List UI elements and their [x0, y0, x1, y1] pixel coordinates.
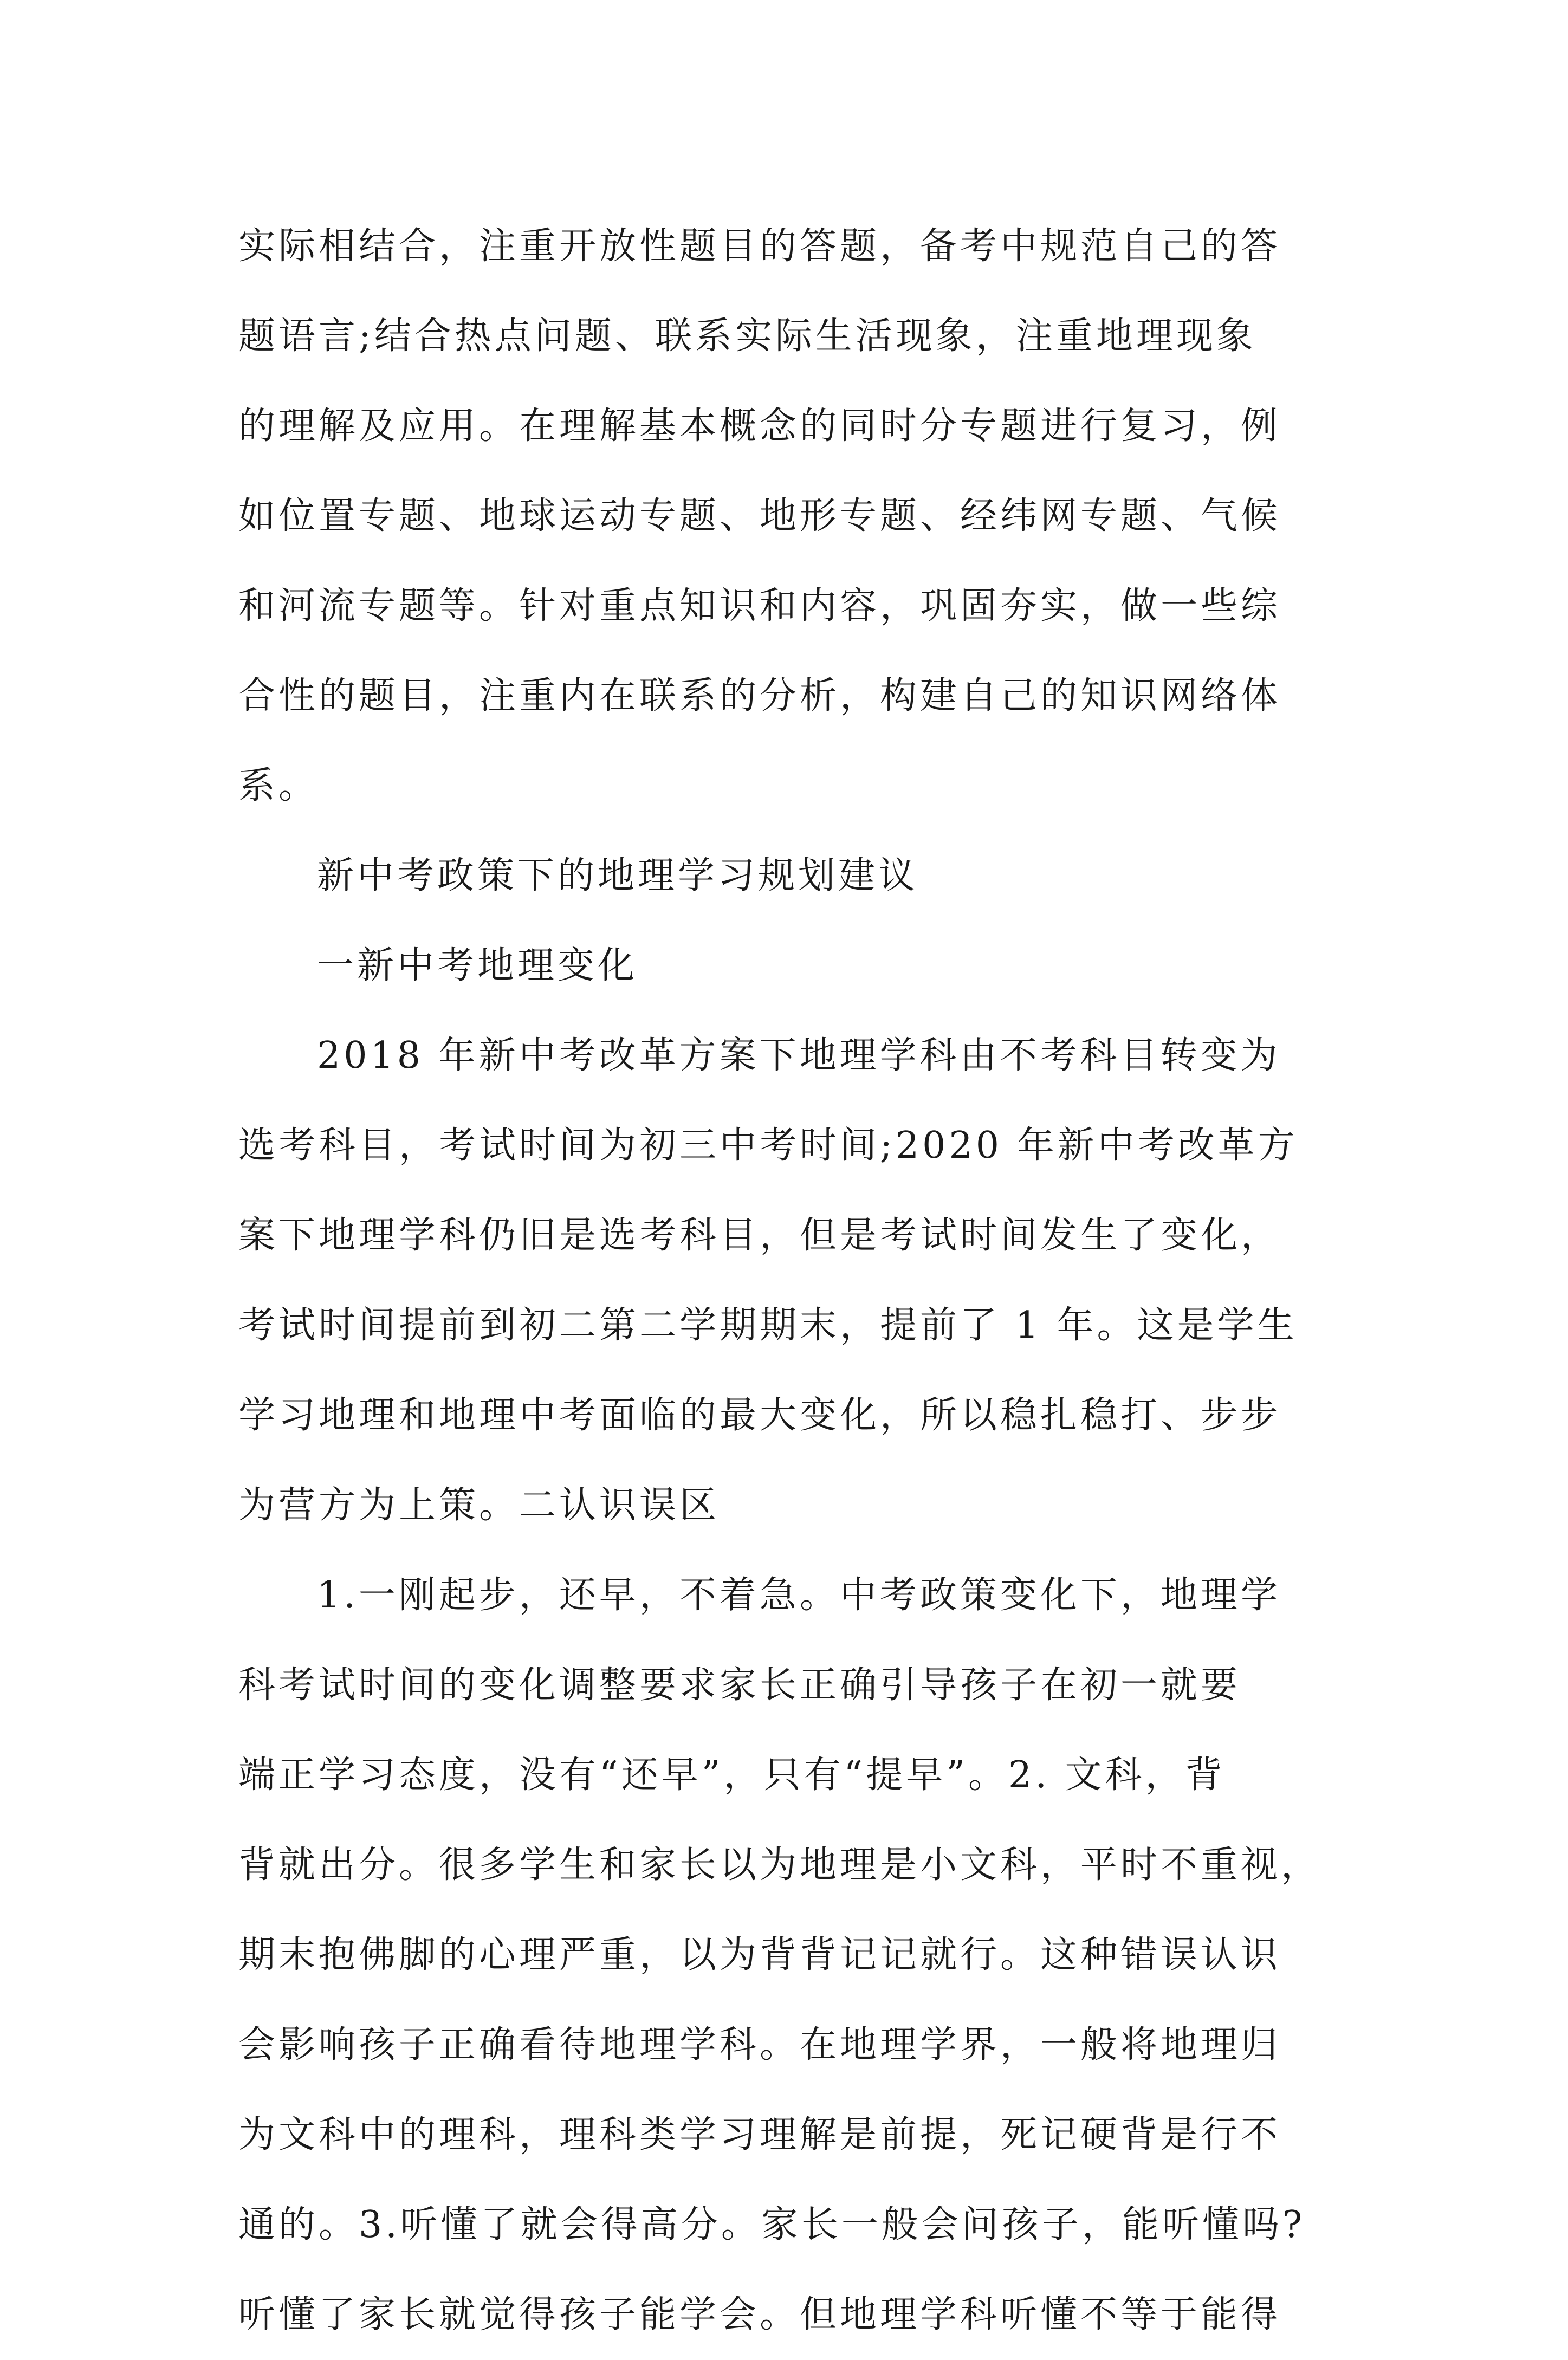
paragraph-start-line: 1.一刚起步，还早，不着急。中考政策变化下，地理学 — [317, 1574, 1281, 1617]
text-line: 学习地理和地理中考面临的最大变化，所以稳扎稳打、步步 — [238, 1394, 1281, 1437]
subsection-heading: 一新中考地理变化 — [317, 944, 638, 987]
text-line: 会影响孩子正确看待地理学科。在地理学界，一般将地理归 — [238, 2024, 1281, 2066]
text-line: 合性的题目，注重内在联系的分析，构建自己的知识网络体 — [238, 675, 1281, 717]
body-text — [238, 202, 1338, 2360]
text-line: 期末抱佛脚的心理严重，以为背背记记就行。这种错误认识 — [238, 1934, 1281, 1976]
text-line: 题语言;结合热点问题、联系实际生活现象，注重地理现象 — [238, 315, 1256, 358]
text-line: 听懂了家长就觉得孩子能学会。但地理学科听懂不等于能得 — [238, 2293, 1281, 2336]
text-line: 实际相结合，注重开放性题目的答题，备考中规范自己的答 — [238, 225, 1281, 268]
text-line: 考试时间提前到初二第二学期期末，提前了 1 年。这是学生 — [238, 1304, 1298, 1347]
text-line: 选考科目，考试时间为初三中考时间;2020 年新中考改革方 — [238, 1124, 1298, 1167]
text-line: 如位置专题、地球运动专题、地形专题、经纬网专题、气候 — [238, 495, 1281, 537]
text-line: 端正学习态度，没有“还早”，只有“提早”。2. 文科，背 — [238, 1754, 1226, 1797]
text-line: 案下地理学科仍旧是选考科目，但是考试时间发生了变化， — [238, 1214, 1281, 1257]
text-line: 的理解及应用。在理解基本概念的同时分专题进行复习，例 — [238, 405, 1281, 448]
text-line: 为文科中的理科，理科类学习理解是前提，死记硬背是行不 — [238, 2113, 1281, 2156]
text-line: 通的。3.听懂了就会得高分。家长一般会问孩子，能听懂吗? — [238, 2203, 1306, 2246]
text-line: 系。 — [238, 764, 319, 807]
text-line: 为营方为上策。二认识误区 — [238, 1484, 720, 1527]
text-line: 和河流专题等。针对重点知识和内容，巩固夯实，做一些综 — [238, 585, 1281, 627]
text-line: 科考试时间的变化调整要求家长正确引导孩子在初一就要 — [238, 1664, 1241, 1707]
text-line: 背就出分。很多学生和家长以为地理是小文科，平时不重视， — [238, 1844, 1321, 1886]
section-heading: 新中考政策下的地理学习规划建议 — [317, 854, 919, 897]
paragraph-start-line: 2018 年新中考改革方案下地理学科由不考科目转变为 — [317, 1034, 1281, 1077]
